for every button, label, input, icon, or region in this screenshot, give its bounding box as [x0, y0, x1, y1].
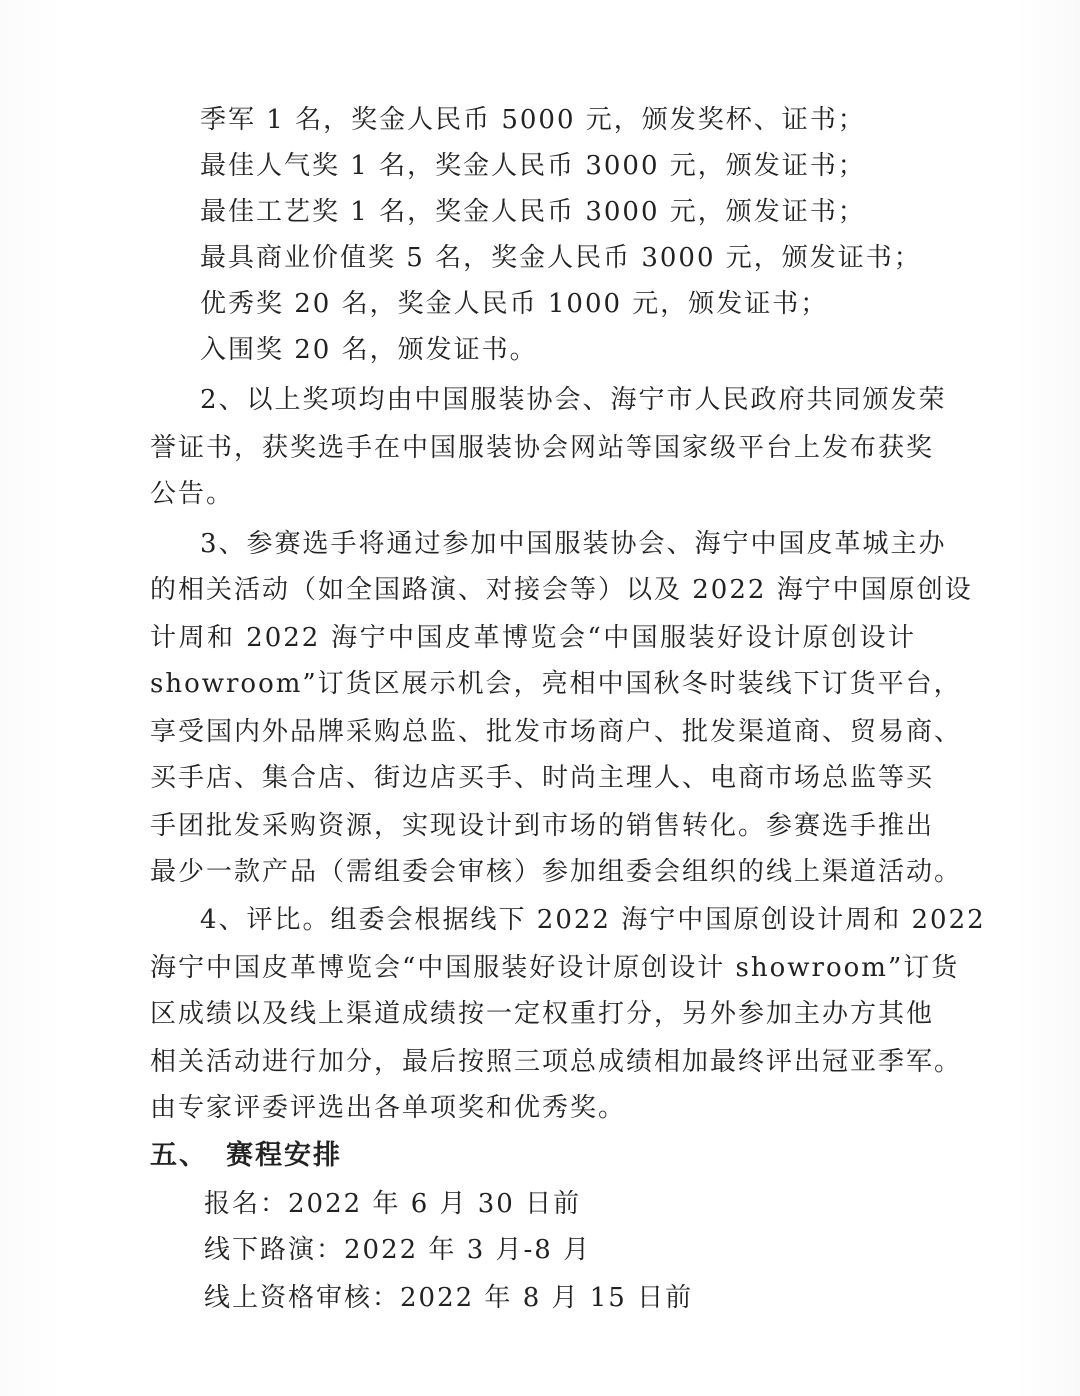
award-line: 最佳人气奖 1 名，奖金人民币 3000 元，颁发证书；	[200, 151, 866, 181]
award-line: 优秀奖 20 名，奖金人民币 1000 元，颁发证书；	[200, 289, 829, 319]
section-number: 五、	[150, 1140, 208, 1171]
award-line: 最佳工艺奖 1 名，奖金人民币 3000 元，颁发证书；	[200, 197, 866, 227]
paragraph-3-line: 计周和 2022 海宁中国皮革博览会“中国服装好设计原创设计	[150, 623, 916, 653]
section-title: 赛程安排	[226, 1140, 342, 1171]
award-line: 最具商业价值奖 5 名，奖金人民币 3000 元，颁发证书；	[200, 243, 922, 273]
paragraph-3-line: 手团批发采购资源，实现设计到市场的销售转化。参赛选手推出	[150, 811, 935, 841]
paragraph-3-line: 享受国内外品牌采购总监、批发市场商户、批发渠道商、贸易商、	[150, 717, 963, 747]
paragraph-3-line: 买手店、集合店、街边店买手、时尚主理人、电商市场总监等买	[150, 763, 935, 793]
paragraph-4-line: 相关活动进行加分，最后按照三项总成绩相加最终评出冠亚季军。	[150, 1047, 963, 1077]
paragraph-2-line: 公告。	[150, 479, 235, 509]
schedule-item: 报名：2022 年 6 月 30 日前	[204, 1189, 582, 1219]
paragraph-4-line: 4、评比。组委会根据线下 2022 海宁中国原创设计周和 2022	[200, 905, 986, 935]
paragraph-2-line: 2、以上奖项均由中国服装协会、海宁市人民政府共同颁发荣	[200, 385, 947, 415]
paragraph-4-line: 区成绩以及线上渠道成绩按一定权重打分，另外参加主办方其他	[150, 999, 935, 1029]
award-line: 季军 1 名，奖金人民币 5000 元，颁发奖杯、证书；	[200, 105, 866, 135]
award-line: 入围奖 20 名，颁发证书。	[200, 335, 538, 365]
section-heading	[150, 1132, 342, 1180]
paragraph-4-line: 由专家评委评选出各单项奖和优秀奖。	[150, 1093, 627, 1123]
paragraph-3-line: 的相关活动（如全国路演、对接会等）以及 2022 海宁中国原创设	[150, 575, 973, 605]
paragraph-4-line: 海宁中国皮革博览会“中国服装好设计原创设计 showroom”订货	[150, 953, 960, 983]
paragraph-3-line: showroom”订货区展示机会，亮相中国秋冬时装线下订货平台，	[150, 669, 962, 699]
paragraph-3-line: 最少一款产品（需组委会审核）参加组委会组织的线上渠道活动。	[150, 857, 963, 887]
schedule-item: 线上资格审核：2022 年 8 月 15 日前	[204, 1283, 694, 1313]
paragraph-3-line: 3、参赛选手将通过参加中国服装协会、海宁中国皮革城主办	[200, 529, 947, 559]
schedule-item: 线下路演：2022 年 3 月-8 月	[204, 1235, 592, 1265]
paragraph-2-line: 誉证书，获奖选手在中国服装协会网站等国家级平台上发布获奖	[150, 433, 935, 463]
